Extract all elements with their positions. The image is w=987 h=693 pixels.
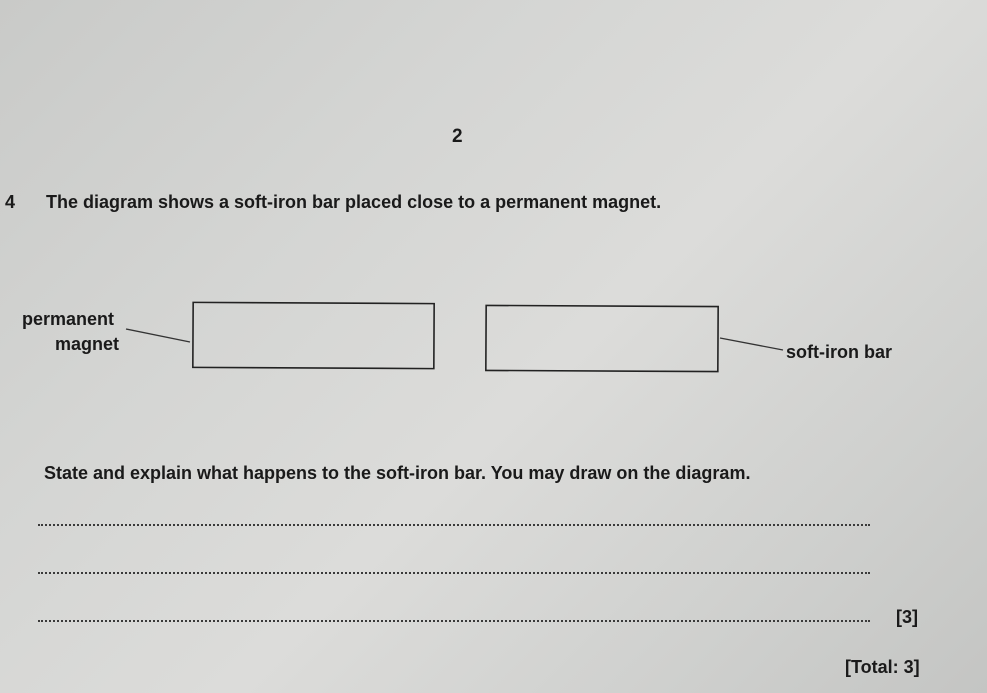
soft-iron-bar-label: soft-iron bar bbox=[786, 342, 892, 362]
question-number: 4 bbox=[5, 192, 16, 212]
answer-line-3[interactable] bbox=[38, 620, 870, 622]
answer-line-2[interactable] bbox=[38, 572, 870, 574]
soft-iron-bar-rectangle bbox=[486, 305, 718, 371]
marks-label: [3] bbox=[896, 607, 918, 627]
question-text: The diagram shows a soft-iron bar placed close to a permanent magnet. bbox=[46, 192, 662, 212]
instruction-text: State and explain what happens to the soft-iron bar. You may draw on the diagram. bbox=[44, 463, 751, 483]
permanent-magnet-leader-line bbox=[126, 329, 190, 342]
page-number: 2 bbox=[452, 126, 463, 147]
answer-line-1[interactable] bbox=[38, 524, 870, 526]
soft-iron-bar-leader-line bbox=[720, 338, 783, 350]
permanent-magnet-rectangle bbox=[193, 302, 434, 368]
total-marks-label: [Total: 3] bbox=[845, 657, 920, 677]
permanent-magnet-label-line2: magnet bbox=[55, 334, 120, 354]
permanent-magnet-label-line1: permanent bbox=[22, 309, 115, 329]
